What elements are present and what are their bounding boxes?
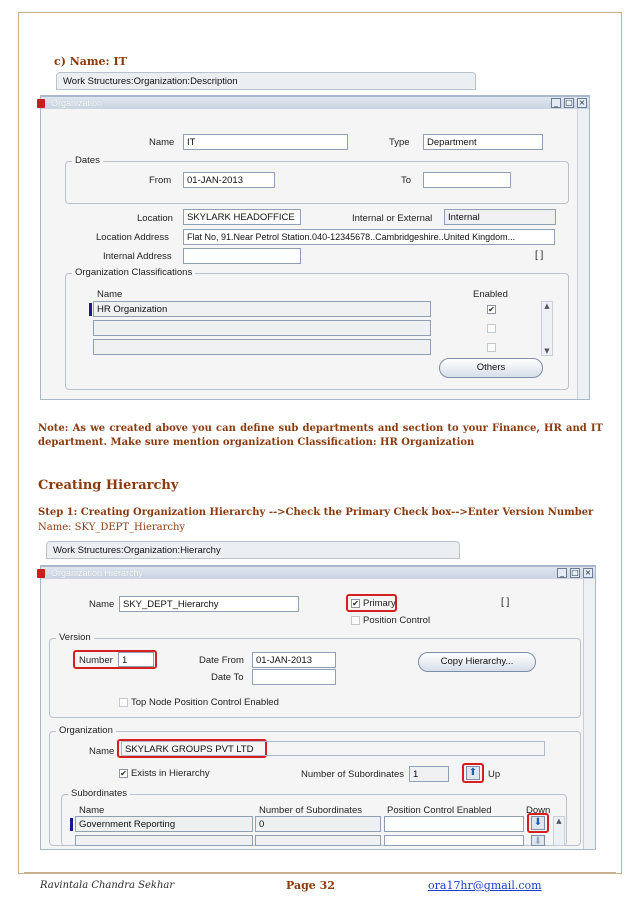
name-label: Name xyxy=(89,599,115,610)
name-field[interactable]: IT xyxy=(183,134,348,150)
footer-page-number: Page 32 xyxy=(286,879,335,892)
close-icon[interactable]: × xyxy=(584,568,592,577)
classification-row[interactable] xyxy=(93,339,431,355)
number-label: Number xyxy=(79,655,113,666)
subordinates-scrollbar[interactable] xyxy=(553,816,565,846)
position-control-checkbox[interactable] xyxy=(351,616,360,625)
organization-group-title: Organization xyxy=(56,725,116,736)
location-address-label: Location Address xyxy=(96,232,169,243)
subordinate-name-cell[interactable]: Government Reporting xyxy=(75,816,253,832)
date-to-field[interactable] xyxy=(252,669,336,685)
subordinate-count-cell[interactable] xyxy=(255,835,381,846)
up-label: Up xyxy=(488,769,501,780)
from-label: From xyxy=(149,175,172,186)
col-name-header: Name xyxy=(79,805,105,816)
oracle-icon xyxy=(37,569,45,578)
footer-divider xyxy=(24,872,616,873)
enabled-checkbox[interactable] xyxy=(487,343,496,352)
window-scrollbar[interactable] xyxy=(577,109,589,399)
internal-address-field[interactable] xyxy=(183,248,301,264)
copy-hierarchy-button[interactable]: Copy Hierarchy... xyxy=(418,652,536,672)
organization-hierarchy-window xyxy=(40,565,596,850)
parent-window-title: Work Structures:Organization:Description xyxy=(56,72,476,90)
location-field[interactable]: SKYLARK HEADOFFICE xyxy=(183,209,301,225)
num-subordinates-field[interactable]: 1 xyxy=(409,766,449,782)
subordinates-group-title: Subordinates xyxy=(68,788,130,799)
classifications-group-title: Organization Classifications xyxy=(72,267,195,278)
position-control-label: Position Control xyxy=(363,615,431,626)
primary-label: Primary xyxy=(363,598,396,609)
from-date-field[interactable]: 01-JAN-2013 xyxy=(183,172,275,188)
dates-group-title: Dates xyxy=(72,155,103,166)
subordinate-count-cell[interactable]: 0 xyxy=(255,816,381,832)
creating-hierarchy-heading: Creating Hierarchy xyxy=(38,478,179,493)
org-name-label: Name xyxy=(89,746,115,757)
to-label: To xyxy=(401,175,412,186)
enabled-checkbox[interactable]: ✔ xyxy=(488,305,495,314)
down-arrow-icon[interactable]: ⬇ xyxy=(531,816,545,830)
up-arrow-icon[interactable]: ⬆ xyxy=(466,766,480,780)
type-field[interactable]: Department xyxy=(423,134,543,150)
current-row-indicator xyxy=(89,303,92,316)
down-arrow-icon[interactable]: ⬇ xyxy=(531,835,545,846)
minimize-icon[interactable]: _ xyxy=(557,568,567,578)
enabled-checkbox[interactable] xyxy=(487,324,496,333)
num-subordinates-label: Number of Subordinates xyxy=(301,769,404,780)
date-to-label: Date To xyxy=(211,672,244,683)
hierarchy-name-field[interactable]: SKY_DEPT_Hierarchy xyxy=(119,596,299,612)
position-control-cell[interactable] xyxy=(384,816,524,832)
step1-name: Name: SKY_DEPT_Hierarchy xyxy=(38,522,186,533)
flex-bracket[interactable]: [ ] xyxy=(501,597,510,608)
org-name-field[interactable]: SKYLARK GROUPS PVT LTD xyxy=(121,741,545,756)
location-label: Location xyxy=(137,213,173,224)
window-title: Organization Hierarchy xyxy=(51,568,144,578)
classification-row[interactable] xyxy=(93,320,431,336)
col-enabled-header: Enabled xyxy=(473,289,508,300)
maximize-icon[interactable]: □ xyxy=(565,98,573,107)
to-date-field[interactable] xyxy=(423,172,511,188)
maximize-icon[interactable]: □ xyxy=(571,568,579,577)
note-paragraph: Note: As we created above you can define sub departments and section to your Finance, HR and IT department. Make sure mention organization Classification: HR Organization xyxy=(38,423,603,448)
scroll-up-icon[interactable]: ▲ xyxy=(544,302,550,310)
date-from-label: Date From xyxy=(199,655,244,666)
section-heading: c) Name: IT xyxy=(54,55,127,68)
top-node-checkbox[interactable] xyxy=(119,698,128,707)
current-row-indicator xyxy=(70,818,73,831)
classification-row[interactable]: HR Organization xyxy=(93,301,431,317)
scroll-down-icon[interactable]: ▼ xyxy=(544,347,550,355)
version-number-field[interactable]: 1 xyxy=(118,652,154,667)
footer-author: Ravintala Chandra Sekhar xyxy=(40,880,175,891)
minimize-icon[interactable]: _ xyxy=(551,98,561,108)
col-pos-ctrl-header: Position Control Enabled xyxy=(387,805,492,816)
version-group-title: Version xyxy=(56,632,94,643)
window-titlebar xyxy=(41,566,595,579)
primary-checkbox[interactable]: ✔ xyxy=(352,599,359,608)
int-ext-label: Internal or External xyxy=(352,213,433,224)
subordinate-name-cell[interactable] xyxy=(75,835,253,846)
exists-in-hierarchy-checkbox[interactable]: ✔ xyxy=(120,769,127,778)
col-num-sub-header: Number of Subordinates xyxy=(259,805,362,816)
int-ext-field[interactable]: Internal xyxy=(444,209,556,225)
step1-heading: Step 1: Creating Organization Hierarchy -->Check the Primary Check box-->Enter Version Number xyxy=(38,507,594,518)
window-title: Organization xyxy=(51,98,103,108)
parent-window-title: Work Structures:Organization:Hierarchy xyxy=(46,541,460,559)
col-down-header: Down xyxy=(526,805,551,816)
position-control-cell[interactable] xyxy=(384,835,524,846)
col-name-header: Name xyxy=(97,289,123,300)
exists-in-hierarchy-label: Exists in Hierarchy xyxy=(131,768,210,779)
close-icon[interactable]: × xyxy=(578,98,586,107)
type-label: Type xyxy=(389,137,410,148)
location-address-field[interactable]: Flat No, 91.Near Petrol Station.040-12345678..Cambridgeshire..United Kingdom... xyxy=(183,229,555,245)
others-button[interactable]: Others xyxy=(439,358,543,378)
name-label: Name xyxy=(149,137,175,148)
organization-window xyxy=(40,95,590,400)
scroll-up-icon[interactable]: ▲ xyxy=(556,817,562,825)
classification-scrollbar[interactable] xyxy=(541,301,553,356)
date-from-field[interactable]: 01-JAN-2013 xyxy=(252,652,336,668)
oracle-icon xyxy=(37,99,45,108)
window-titlebar xyxy=(41,96,589,109)
footer-email-link[interactable]: ora17hr@gmail.com xyxy=(428,879,542,892)
internal-address-label: Internal Address xyxy=(103,251,172,262)
top-node-label: Top Node Position Control Enabled xyxy=(131,697,279,708)
flex-bracket[interactable]: [ ] xyxy=(535,250,544,261)
window-scrollbar[interactable] xyxy=(583,579,595,849)
